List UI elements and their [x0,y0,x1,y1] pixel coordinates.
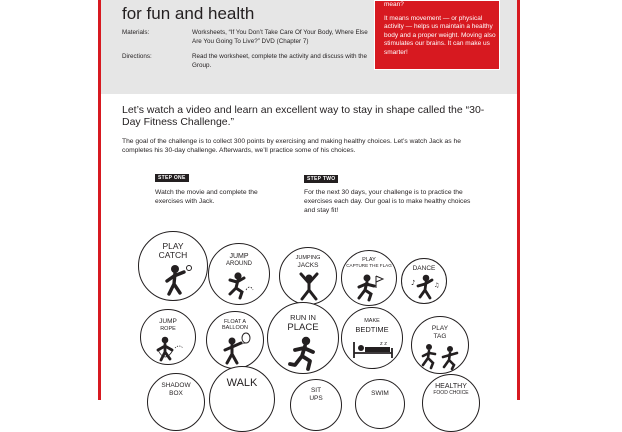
play-catch-icon [159,262,193,296]
materials-label: Materials: [122,29,150,36]
activity-line1: JUMP [159,318,177,325]
activity-line2: BEDTIME [355,325,389,334]
activity-line2: BOX [169,390,183,397]
step-one-tag: STEP ONE [155,174,189,182]
activity-line2: JACKS [297,262,319,269]
activity-line1: FLOAT A [223,319,247,325]
activity-line1: MAKE [364,318,380,324]
jumping-jacks-icon [295,271,323,301]
activity-badge-bedtime [341,307,403,369]
activity-badge-jump-around [208,243,270,305]
activity-badge-play-tag [411,316,469,374]
activity-line2: CATCH [158,250,188,260]
activity-line1: SHADOW [161,382,191,389]
activity-badge-walk [209,366,275,432]
activity-line1: PLAY [431,325,449,332]
activity-badge-sit-ups [290,379,342,431]
step-one-text: Watch the movie and complete the exercises with Jack. [155,189,258,205]
svg-text:♪: ♪ [411,279,416,287]
directions-label: Directions: [122,53,152,60]
activity-line2: ROPE [160,326,176,332]
capture-flag-icon [354,272,386,302]
step-two-tag: STEP TWO [304,175,338,183]
activity-line2: BALLOON [222,325,248,331]
activity-badge-jumping-jacks [279,247,337,305]
svg-text:z z: z z [380,341,387,347]
intro-heading: Let’s watch a video and learn an excellent way to stay in shape called the “30-Day Fitness Challenge.” [122,104,485,128]
activity-badge-jump-rope [140,309,196,365]
activity-badge-shadow-box [147,373,205,431]
activity-line2: AROUND [225,261,252,267]
activity-line1: PLAY [162,241,184,251]
activity-line1: WALK [226,377,258,389]
jump-around-icon [224,270,256,300]
activity-line1: SWIM [371,390,389,397]
sidebar-callout [374,0,500,70]
activity-line2: PLACE [287,322,319,333]
activity-badge-healthy-food [422,374,480,432]
activity-badge-swim [355,379,405,429]
activity-line1: HEALTHY [435,383,467,390]
dance-icon [410,273,440,301]
activity-line2: FOOD CHOICE [433,390,469,396]
page-title: for fun and health [122,4,255,23]
balloon-icon [219,333,253,365]
intro-body: The goal of the challenge is to collect 300 points by exercising and making healthy choices. Let’s watch Jack as he completes his 30-day challenge. Afterwards, we’ll practice some of his choices. [122,138,461,154]
activity-line2: CAPTURE THE FLAG [346,263,392,268]
activity-line1: SIT [310,387,322,394]
activity-line1: DANCE [412,265,436,272]
svg-text:♫: ♫ [434,282,440,289]
play-tag-icon [419,342,463,370]
jump-rope-icon [153,334,185,362]
activity-line2: TAG [433,333,447,340]
sidebar-question: mean? [384,1,404,8]
directions-text: Read the worksheet, complete the activity and discuss with the Group. [192,53,368,69]
activity-line2: UPS [309,395,323,402]
activity-line1: PLAY [362,257,376,263]
bedtime-icon [352,338,394,360]
materials-text: Worksheets, “If You Don’t Take Care Of Your Body, Where Else Are You Going To Live?” DVD (Chapter 7) [192,29,368,45]
activity-badge-capture-flag [341,250,397,306]
sidebar-answer: It means movement — or physical activity — helps us maintain a healthy body and a proper weight. Moving also stimulates our brains. It can make us smarter! [384,15,496,56]
run-in-place-icon [286,335,322,371]
activity-badge-run-in-place [267,302,339,374]
activity-line1: JUMP [229,253,249,260]
activity-badge-play-catch [138,231,208,301]
activity-line1: JUMPING [295,255,321,261]
activity-badge-dance [401,258,447,304]
activity-badge-float-balloon [206,311,264,369]
activity-line1: RUN IN [290,313,316,322]
step-two-text: For the next 30 days, your challenge is to practice the exercises each day. Our goal is to make healthy choices and stay fit! [304,189,471,214]
